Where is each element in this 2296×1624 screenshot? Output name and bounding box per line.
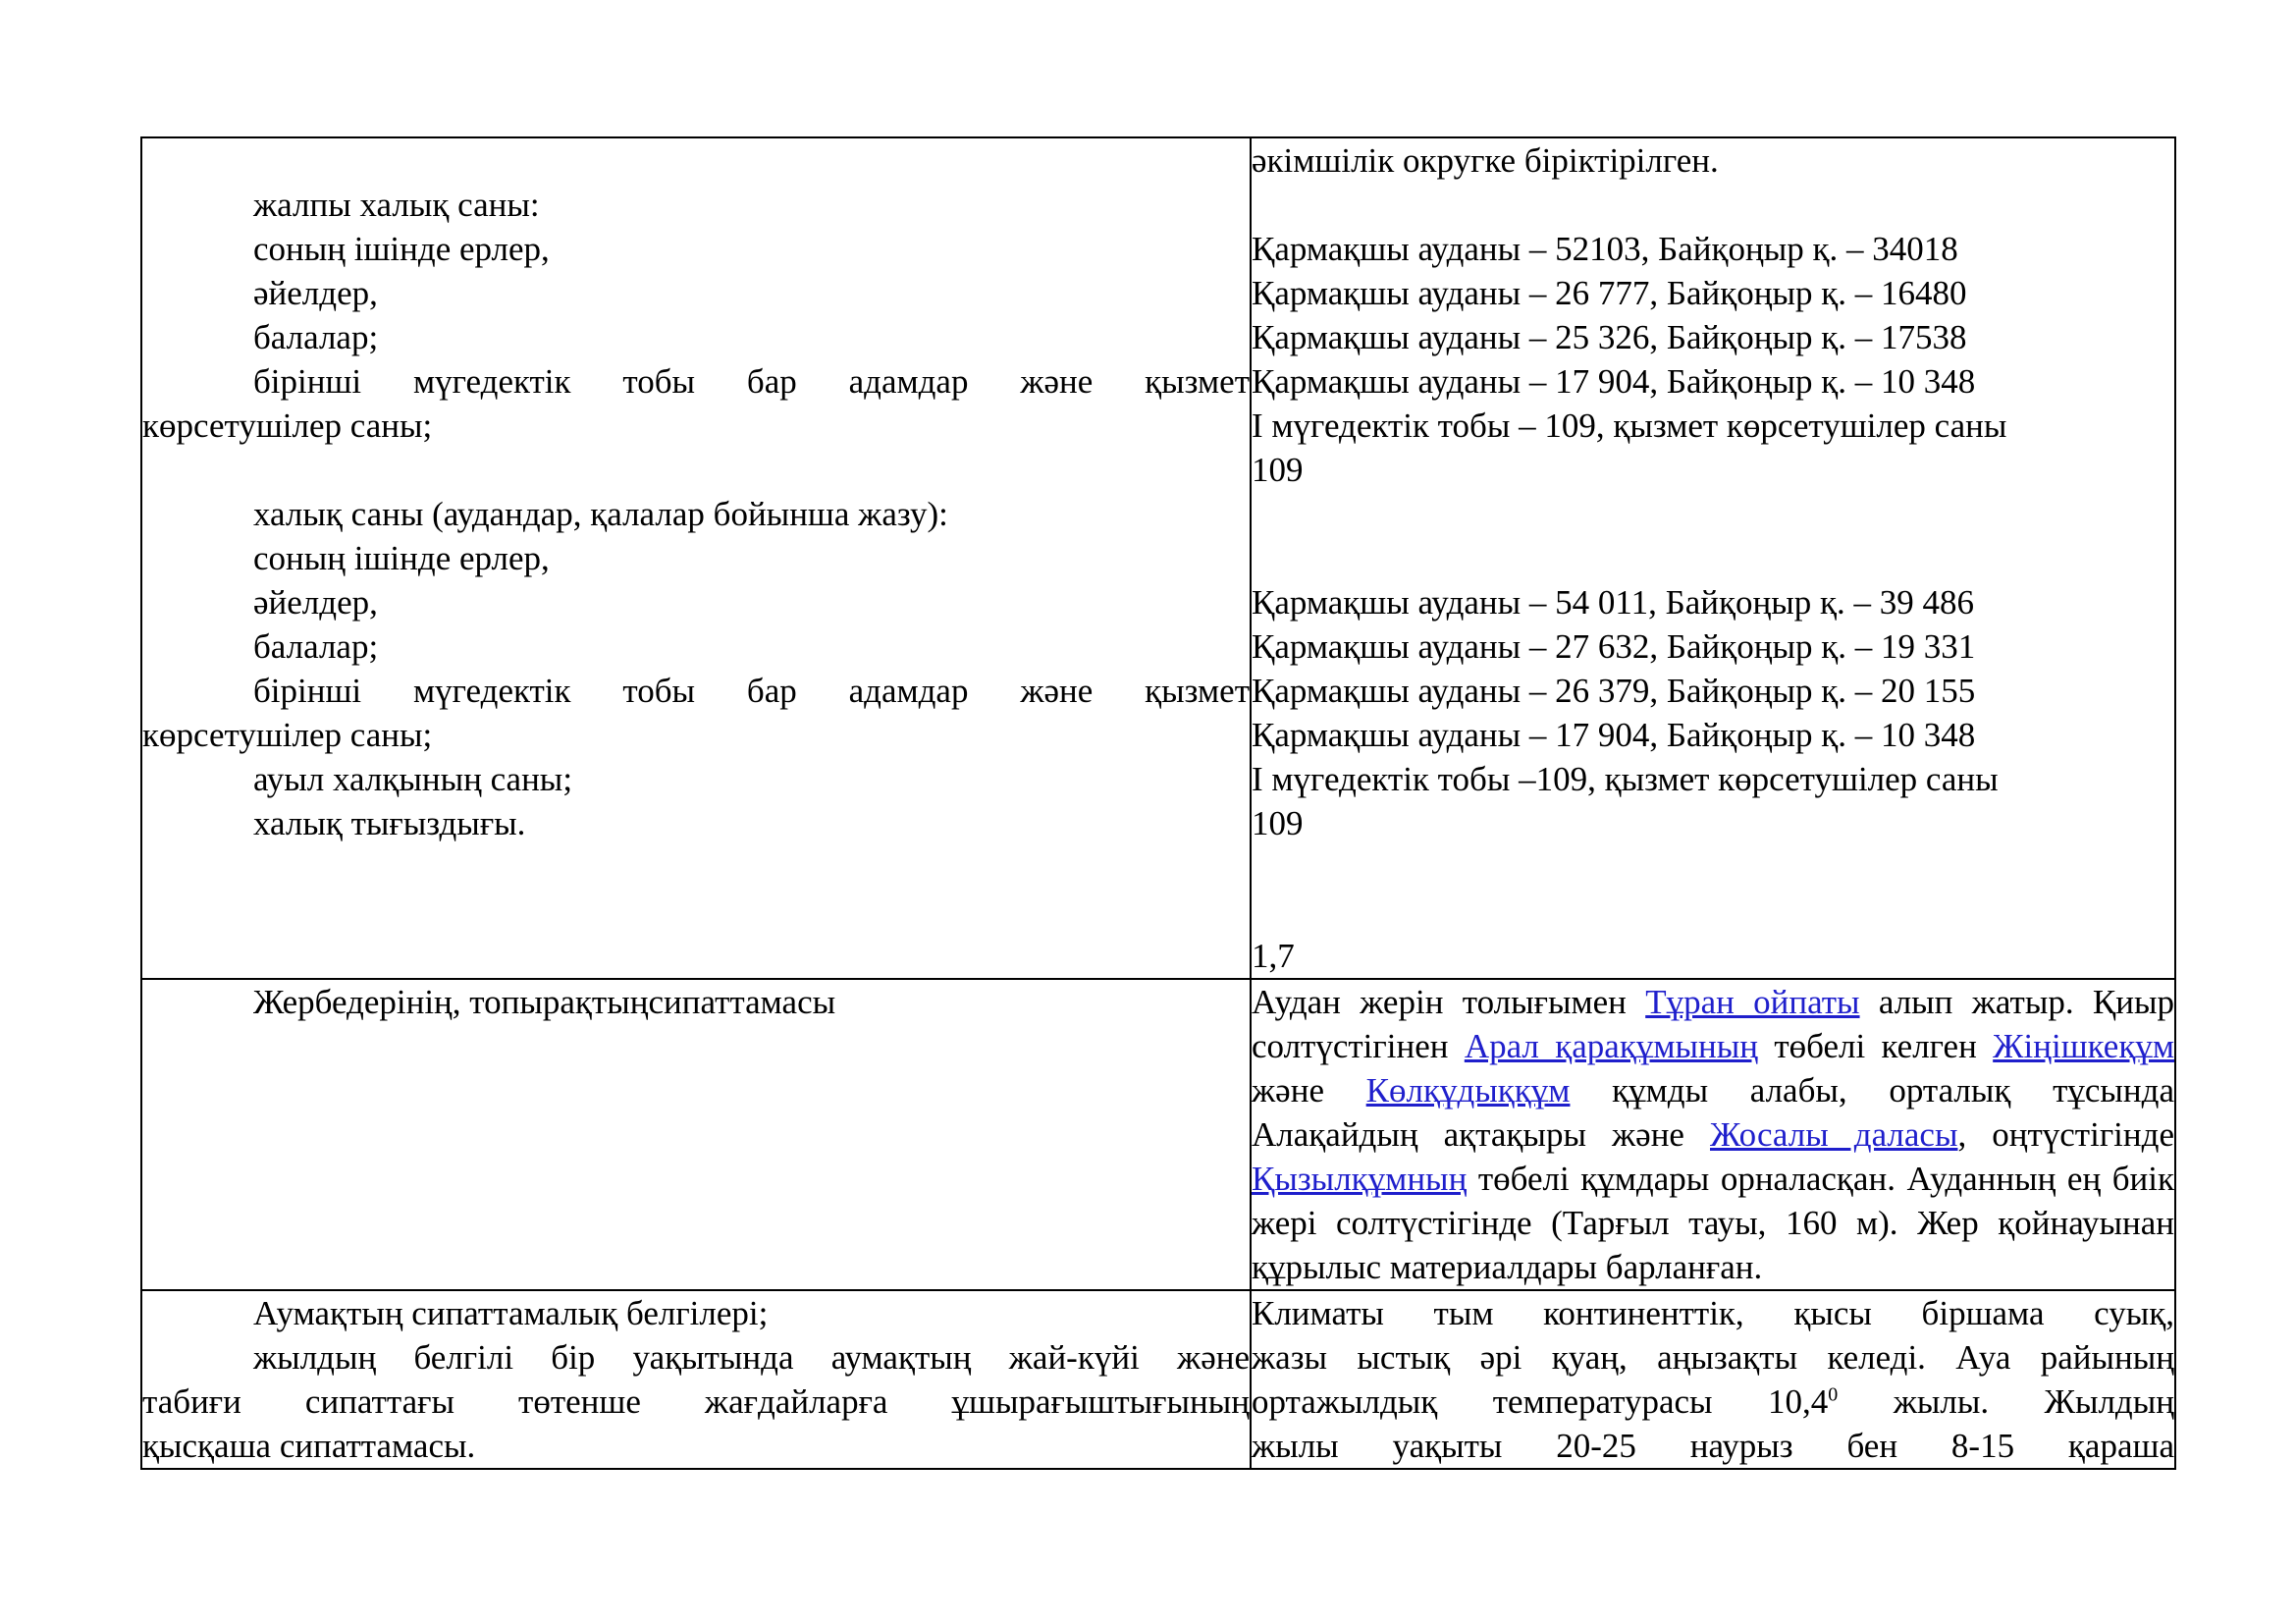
info-table <box>140 136 2176 1470</box>
relief-description-cell <box>1251 979 2175 1290</box>
table-row-territory <box>141 1290 2175 1469</box>
label-disabled-line1: бірінші мүгедектік тобы бар адамдар және қызмет <box>253 362 1250 401</box>
value-line-7: Қармақшы ауданы – 54 011, Байқоңыр қ. – 39 486 <box>1252 583 1974 622</box>
label-relief-soil: Жербедерінің, топырақтыңсипаттамасы <box>253 983 836 1021</box>
label-rural-population: ауыл халқының саны; <box>253 760 573 798</box>
label-density: халық тығыздығы. <box>253 804 526 842</box>
territory-label-cell <box>141 1290 1251 1469</box>
climate-description-cell <box>1251 1290 2175 1469</box>
label-women: әйелдер, <box>253 274 378 312</box>
label-total-population: жалпы халық саны: <box>253 186 540 224</box>
table-row-relief <box>141 979 2175 1290</box>
climate-line-2: жазы ыстық әрі қуаң, аңызақты келеді. Ауа райының <box>1252 1338 2174 1377</box>
label-disabled2-line1: бірінші мүгедектік тобы бар адамдар және қызмет <box>253 672 1250 710</box>
label-disabled2-line2: көрсетушілер саны; <box>142 716 433 754</box>
value-line-13: 1,7 <box>1252 937 1295 975</box>
link-turan-lowland[interactable]: Тұран ойпаты <box>1645 983 1860 1021</box>
label-territory-state-line3: қысқаша сипаттамасы. <box>142 1427 476 1465</box>
value-line-4: Қармақшы ауданы – 17 904, Байқоңыр қ. – 10 348 <box>1252 362 1976 401</box>
label-men: соның ішінде ерлер, <box>253 230 550 268</box>
value-line-0: әкімшілік округке біріктірілген. <box>1252 141 1719 180</box>
relief-paragraph: Аудан жерін толығымен Тұран ойпаты алып жатыр. Қиыр солтүстігінен Арал қарақұмының төбелі келген Жіңішкеқұм және Көлқұдыққұм құмды алабы, орталық тұсында Алақайдың ақтақыры және Жосалы даласы, оңтүстігінде Қызылқұмның төбелі құмдары орналасқан. Ауданның ең биік жері солтүстігінде (Тарғыл тауы, 160 м). Жер қойнауынан құрылыс материалдары барланған. <box>1252 983 2175 1286</box>
value-line-8: Қармақшы ауданы – 27 632, Байқоңыр қ. – 19 331 <box>1252 627 1976 666</box>
climate-line-4: жылы уақыты 20-25 наурыз бен 8-15 қараша <box>1252 1427 2174 1465</box>
label-men-2: соның ішінде ерлер, <box>253 539 550 577</box>
value-line-9: Қармақшы ауданы – 26 379, Байқоңыр қ. – 20 155 <box>1252 672 1976 710</box>
link-aral-karakum[interactable]: Арал қарақұмының <box>1464 1027 1758 1065</box>
value-line-12: 109 <box>1252 804 1304 842</box>
label-disabled-line2: көрсетушілер саны; <box>142 406 433 445</box>
value-line-1: Қармақшы ауданы – 52103, Байқоңыр қ. – 34018 <box>1252 230 1958 268</box>
label-territory-features: Аумақтың сипаттамалық белгілері; <box>253 1294 769 1332</box>
spacer <box>142 448 1250 492</box>
value-line-5: І мүгедектік тобы – 109, қызмет көрсетушілер саны <box>1252 406 2007 445</box>
value-line-3: Қармақшы ауданы – 25 326, Байқоңыр қ. – 17538 <box>1252 318 1967 356</box>
label-territory-state-line1: жылдың белгілі бір уақытында аумақтың жай-күйі және <box>253 1338 1250 1377</box>
population-values-cell <box>1251 137 2175 979</box>
label-population-by-district: халық саны (аудандар, қалалар бойынша жазу): <box>253 495 948 533</box>
relief-label-cell <box>141 979 1251 1290</box>
spacer <box>142 138 1250 183</box>
climate-line-1: Климаты тым континенттік, қысы біршама суық, <box>1252 1294 2174 1332</box>
link-zhinishkekum[interactable]: Жіңішкеқұм <box>1993 1027 2174 1065</box>
label-children: балалар; <box>253 318 379 356</box>
table-row-population <box>141 137 2175 979</box>
climate-line-3: ортажылдық температурасы 10,4$^0$ жылы. Жылдың <box>1252 1382 2174 1421</box>
degree-superscript: 0 <box>1828 1383 1839 1406</box>
link-kolkudykkum[interactable]: Көлқұдыққұм <box>1365 1071 1571 1110</box>
label-children-2: балалар; <box>253 627 379 666</box>
population-labels-cell <box>141 137 1251 979</box>
value-line-10: Қармақшы ауданы – 17 904, Байқоңыр қ. – 10 348 <box>1252 716 1976 754</box>
value-line-11: І мүгедектік тобы –109, қызмет көрсетушілер саны <box>1252 760 1999 798</box>
link-kyzylkum[interactable]: Қызылқұмның <box>1252 1160 1468 1198</box>
value-line-6: 109 <box>1252 451 1304 489</box>
link-zhosaly-steppe[interactable]: Жосалы даласы <box>1710 1115 1958 1154</box>
label-territory-state-line2: табиғи сипаттағы төтенше жағдайларға ұшырағыштығының <box>142 1382 1250 1421</box>
value-line-2: Қармақшы ауданы – 26 777, Байқоңыр қ. – 16480 <box>1252 274 1967 312</box>
label-women-2: әйелдер, <box>253 583 378 622</box>
